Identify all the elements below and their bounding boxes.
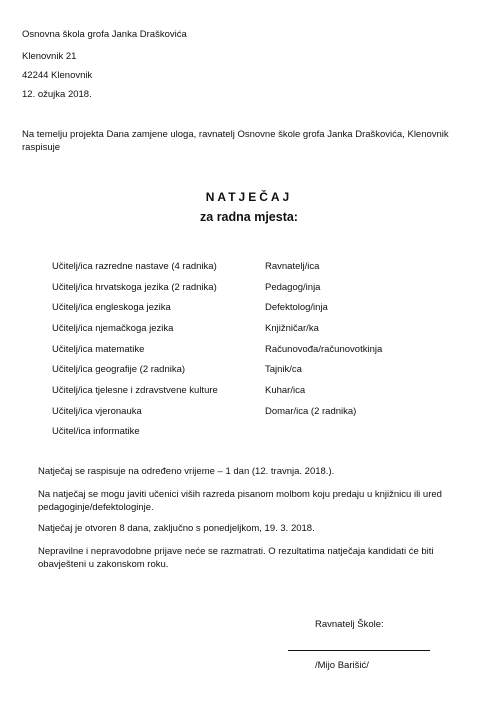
position-left-item: Učitelj/ica geografije (2 radnika) [52, 364, 186, 375]
position-left-item: Učitelj/ica engleskoga jezika [52, 302, 171, 313]
paragraph-application: Na natječaj se mogu javiti učenici viših razreda pisanom molbom koju predaju u knjižnicu ili ured pedagoginje/defektologinje. [38, 489, 442, 513]
position-right-item: Defektolog/inja [265, 302, 328, 313]
position-left-item: Učitelj/ica vjeronauka [52, 406, 142, 417]
position-left-item: Učitelj/ica matematike [52, 344, 145, 355]
position-right-item: Domar/ica (2 radnika) [265, 406, 357, 417]
school-postal: 42244 Klenovnik [22, 70, 93, 81]
position-right-item: Računovođa/računovotkinja [265, 344, 383, 355]
position-right-item: Knjižničar/ka [265, 323, 319, 334]
intro-text: Na temelju projekta Dana zamjene uloga, ravnatelj Osnovne škole grofa Janka Draškovića, Klenovnik raspisuje [22, 129, 449, 153]
position-right-item: Kuhar/ica [265, 385, 306, 396]
position-left-item: Učitelj/ica hrvatskoga jezika (2 radnika) [52, 282, 217, 293]
signature-name: /Mijo Barišić/ [315, 660, 369, 671]
position-right-item: Pedagog/inja [265, 282, 321, 293]
document-title: NATJEČAJ [205, 190, 293, 204]
position-left-item: Učitelj/ica tjelesne i zdravstvene kulture [52, 385, 218, 396]
signature-line [288, 650, 430, 651]
position-left-item: Učitelj/ica razredne nastave (4 radnika) [52, 261, 217, 272]
position-right-item: Tajnik/ca [265, 364, 302, 375]
school-street: Klenovnik 21 [22, 51, 77, 62]
position-left-item: Učitelj/ica njemačkoga jezika [52, 323, 174, 334]
paragraph-notice: Nepravilne i nepravodobne prijave neće se razmatrati. O rezultatima natječaja kandidati će biti obavješteni u zakonskom roku. [38, 546, 434, 570]
paragraph-duration: Natječaj se raspisuje na određeno vrijeme – 1 dan (12. travnja. 2018.). [38, 466, 335, 477]
position-right-item: Ravnatelj/ica [265, 261, 320, 272]
position-left-item: Učitel/ica informatike [52, 426, 140, 437]
paragraph-deadline: Natječaj je otvoren 8 dana, zaključno s ponedjeljkom, 19. 3. 2018. [38, 523, 315, 534]
signature-role: Ravnatelj Škole: [315, 619, 384, 630]
school-name: Osnovna škola grofa Janka Draškovića [22, 29, 187, 40]
document-subtitle: za radna mjesta: [200, 210, 298, 224]
document-date: 12. ožujka 2018. [22, 89, 92, 100]
